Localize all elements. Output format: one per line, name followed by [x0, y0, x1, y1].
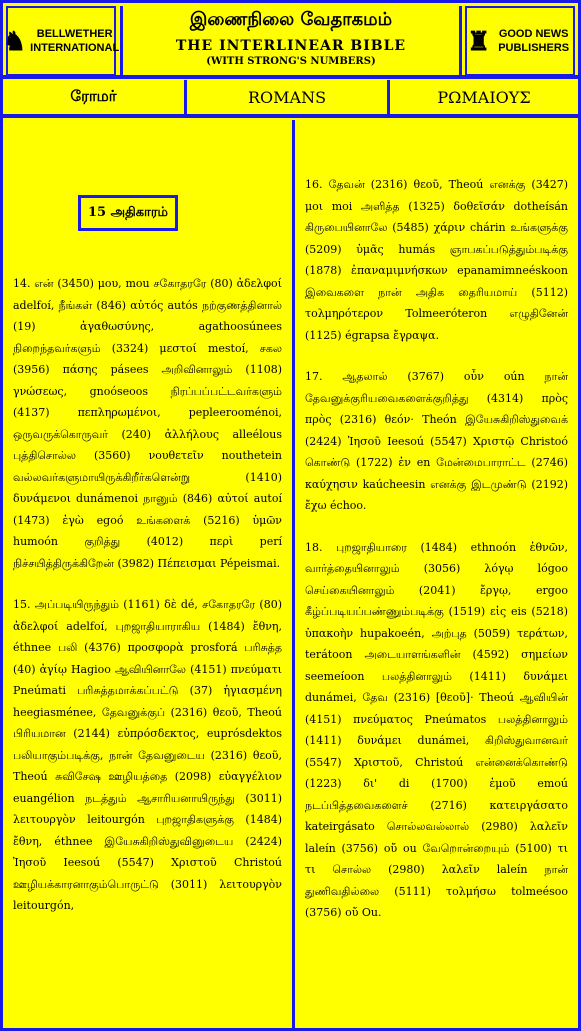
verse-16: 16. தேவன் (2316) θεοῦ, Theoú எனக்கு (3427) μοι moi அளித்த (1325) δοθεῖσάν dotheísán கிருபையினாலே (5485) χάριν chárin உங்களுக்கு (5209) ὑμᾶς humás ஞாபகப்படுத்தும்படிக்கு (1878) ἐπαναμιμνήσκων epanamimneéskoon இவைகளை நான் அதிக தைரியமாய் (5112) τολμηρότερον Tolmeeróteron எழுதினேன் (1125) égrapsa ἔγραψα.: [305, 178, 568, 342]
left-column: [3, 120, 292, 1028]
verse-15: 15. அப்படியிருந்தும் (1161) δὲ dé, சகோதரரே (80) ἀδελφοί adelfoí, புறஜாதியாராகிய (1484) ἔθνη, éthnee பலி (4376) προσφορὰ prosforá பரிசுத்த (40) ἁγίῳ Hagioo ஆவியினாலே (4151) πνεύματι Pneúmati பரிசுத்தமாக்கப்பட்டு (37) ἡγιασμένη heegiasménee, தேவனுக்குப் (2316) θεοῦ, Theoú பிரியமான (2144) εὐπρόσδεκτος, euprósdektos பலியாகும்படிக்கு, நான் தேவனுடைய (2316) θεοῦ, Theoú சுவிசேஷ ஊழியத்தை (2098) εὐαγγέλιον euangélion நடத்தும் ஆசாரியனாயிருந்து (3011) λειτουργὸν leitourgón புறஜாதிகளுக்கு (1484) ἔθνη, éthnee இயேசுகிறிஸ்துவினுடைய (2424) Ἰησοῦ Ieesoú (5547) Χριστοῦ Christoú ஊழியக்காரனாகும்பொருட்டு (3011) λειτουργὸν leitourgón,: [13, 598, 282, 912]
bellwether-logo: [2, 6, 120, 76]
header: [3, 3, 578, 79]
verse-17: 17. ஆதலால் (3767) οὖν oún நான் தேவனுக்குரியவைகளைக்குறித்து (4314) πρὸς πρὸς (2316) θεόν· Theón இயேசுகிறிஸ்துவைக் (2424) Ἰησοῦ Ieesoú (5547) Χριστῷ Christoó கொண்டு (1722) ἐν en மேன்மைபாராட்ட (2746) καύχησιν kaúcheesin எனக்கு இடமுண்டு (2192) ἔχω échoo.: [305, 370, 568, 512]
good-news-logo-text: GOOD NEWS PUBLISHERS: [498, 28, 570, 54]
verse-14: 14. என் (3450) μου, mou சகோதரரே (80) ἀδελφοί adelfoí, நீங்கள் (846) αὐτός autós நற்குணத்தினால் (19) ἀγαθωσύνης, agathoosúnees நிறைந்தவர்களும் (3324) μεστοί mestoí, சகல (3956) πάσης pásees அறிவினாலும் (1108) γνώσεως, gnoóseoos நிரப்பப்பட்டவர்களும் (4137) πεπληρωμένοι, pepleerooménoi, ஒருவருக்கொருவர் (240) ἀλλήλους alleélous புத்திசொல்ல (3560) νουθετεῖν nouthetein வல்லவர்களுமாயிருக்கிறீர்களென்று (1410) δυνάμενοι dunámenoi நானும் (846) αὐτοί autoí (1473) ἐγὼ egoó உங்களைக் (5216) ὑμῶν humoón குறித்து (4012) περὶ perí நிச்சயித்திருக்கிறேன் (3982) Πέπεισμαι Pépeismai.: [13, 277, 282, 570]
good-news-mark-icon: ♜: [467, 26, 491, 56]
title-tamil: இணைநிலை வேதாகமம்: [189, 9, 393, 30]
book-title-greek: ΡΩΜΑΙΟΥΣ: [437, 87, 531, 107]
subtitle: (WITH STRONG'S NUMBERS): [206, 56, 376, 67]
book-title-tamil: ரோமர்: [3, 80, 187, 114]
right-column: [292, 120, 578, 1028]
chapter-label: 15 அதிகாரம்: [78, 195, 178, 231]
good-news-logo: [465, 6, 575, 76]
title-box: [120, 6, 462, 76]
bellwether-mark-icon: ♞: [2, 26, 27, 56]
verse-18: 18. புறஜாதியாரை (1484) ethnoón ἐθνῶν, வார்த்தையினாலும் (3056) λόγῳ lógoo செய்கையினாலும் (2041) ἔργῳ, ergoo கீழ்ப்படியப்பண்ணும்படிக்கு (1519) εἰς eis (5218) ὑπακοὴν hupakoeén, அற்புத (5059) τεράτων, terátoon அடையாளங்களின் (4592) σημείων seemeíoon பலத்தினாலும் (1411) δυνάμει dunámei, தேவ (2316) [θεοῦ]· Theoú ஆவியின் (4151) πνεύματος Pneúmatos பலத்தினாலும் (1411) δυνάμει dunámei, கிறிஸ்துவானவர் (5547) Χριστοῦ, Christoú என்னைக்கொண்டு (1223) δι' di (1700) ἐμοῦ emoú நடப்பித்தவைகளைச் (2716) κατειργάσατο kateirgásato சொல்லவல்லால் (2980) λαλεῖν laleín (3756) οὔ ou வேறொன்றையும் (5100) τι τι சொல்ல (2980) λαλεῖν laleín நான் துணிவதில்லை (5111) τολμήσω tolmeésoo (3756) οὔ Ou.: [305, 540, 568, 919]
book-title-row: [3, 80, 578, 118]
bellwether-logo-text: BELLWETHER INTERNATIONAL: [30, 28, 120, 54]
book-title-english: ROMANS: [187, 80, 390, 114]
title-english: THE INTERLINEAR BIBLE: [175, 38, 407, 54]
